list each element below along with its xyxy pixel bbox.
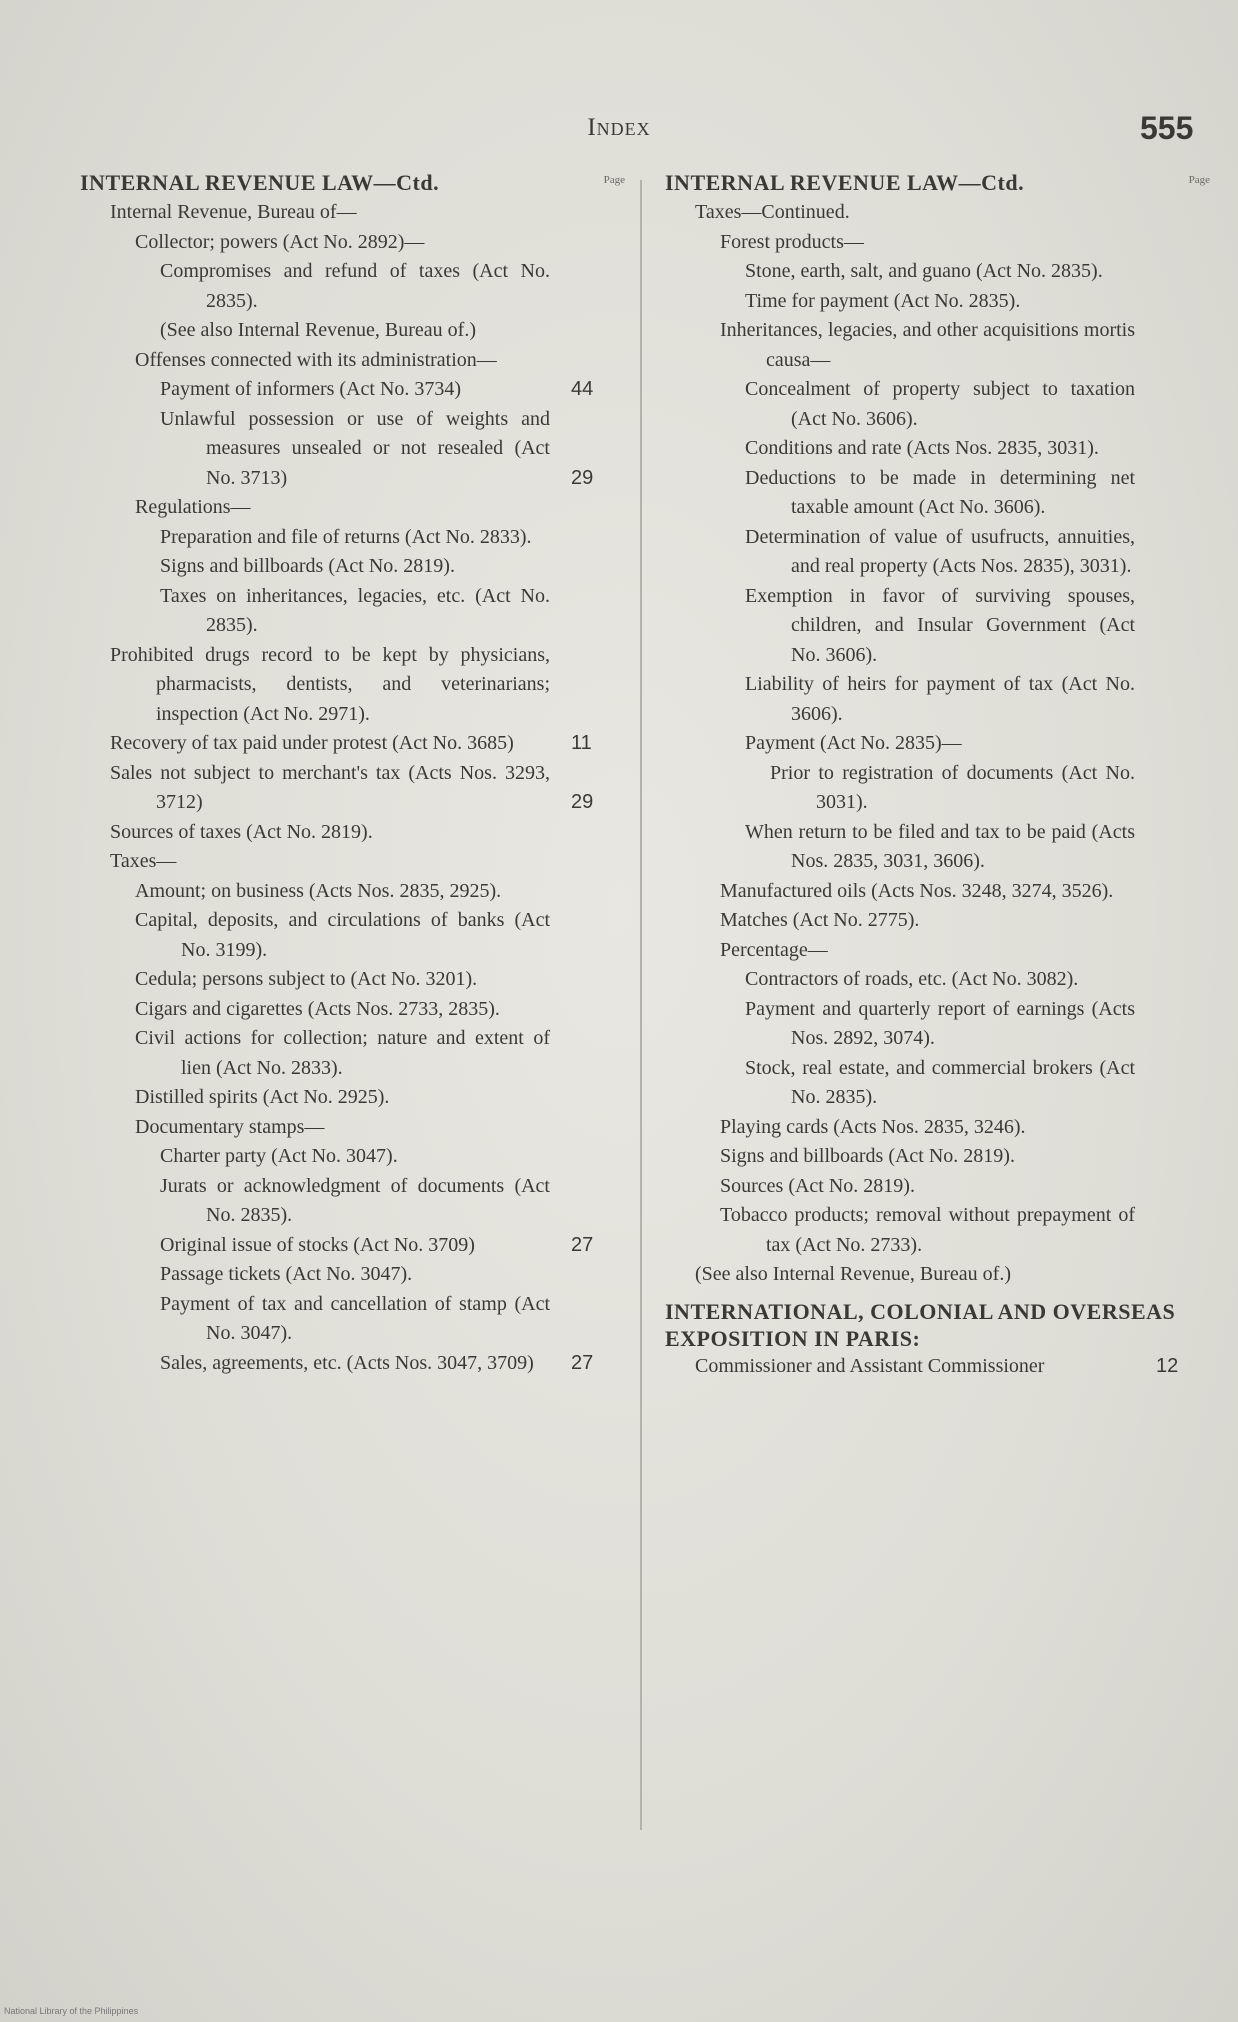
entry-text: Signs and billboards (Act No. 2819). <box>720 1145 1015 1167</box>
right-page-label: Page <box>1188 174 1210 186</box>
entry-text: Charter party (Act No. 3047). <box>160 1145 398 1167</box>
entry-text: Stone, earth, salt, and guano (Act No. 2835). <box>745 260 1103 282</box>
index-entry <box>160 582 625 641</box>
index-entry <box>745 523 1210 582</box>
entry-text: Tobacco products; removal without prepayment of tax (Act No. 2733). <box>720 1204 1135 1256</box>
page-number: 555 <box>1140 110 1194 146</box>
entry-text: Jurats or acknowledgment of documents (Act No. 2835). <box>160 1174 550 1226</box>
index-entry <box>110 818 625 848</box>
entry-text: Manufactured oils (Acts Nos. 3248, 3274, 3526). <box>720 879 1114 902</box>
entry-text: Regulations— <box>135 496 251 518</box>
entry-text: Amount; on business (Acts Nos. 2835, 2925). <box>135 879 502 902</box>
index-entry <box>745 582 1210 671</box>
section-heading: INTERNATIONAL, COLONIAL AND OVERSEAS EXPOSITION IN PARIS: <box>665 1298 1176 1351</box>
entry-text: Commissioner and Assistant Commissioner <box>695 1354 1045 1377</box>
entry-text: Deductions to be made in determining net taxable amount (Act No. 3606). <box>745 466 1135 518</box>
index-entry <box>745 287 1210 317</box>
index-entry: Original issue of stocks (Act No. 3709) 27 <box>160 1233 594 1256</box>
index-entry <box>720 936 1210 966</box>
index-entry <box>745 375 1210 434</box>
entry-text: Matches (Act No. 2775). <box>720 909 920 931</box>
entry-text: Prior to registration of documents (Act No. 3031). <box>770 761 1135 813</box>
right-column-title: INTERNAL REVENUE LAW—Ctd. <box>665 170 1025 195</box>
entry-text: Payment and quarterly report of earnings (Acts Nos. 2892, 3074). <box>745 997 1135 1049</box>
index-entry <box>745 257 1210 287</box>
entry-text: Capital, deposits, and circulations of banks (Act No. 3199). <box>135 909 550 961</box>
entry-text: Inheritances, legacies, and other acquisitions mortis causa— <box>720 319 1135 371</box>
index-entry <box>745 670 1210 729</box>
entry-text: Civil actions for collection; nature and extent of lien (Act No. 2833). <box>135 1027 550 1079</box>
right-entries-2 <box>665 1352 1210 1382</box>
index-entry <box>720 1142 1210 1172</box>
index-entry <box>135 493 625 523</box>
entry-text: Original issue of stocks (Act No. 3709) <box>160 1233 475 1256</box>
entry-text: Contractors of roads, etc. (Act No. 3082). <box>745 968 1079 990</box>
entry-text: Exemption in favor of surviving spouses, children, and Insular Government (Act No. 3606). <box>745 584 1135 666</box>
index-entry <box>745 464 1210 523</box>
entry-text: Collector; powers (Act No. 2892)— <box>135 230 425 253</box>
index-entry <box>160 1172 625 1231</box>
index-entry: Unlawful possession or use of weights and measures unsealed or not resealed (Act No. 3713) 29 <box>160 407 594 489</box>
right-column <box>665 170 1210 1381</box>
index-entry <box>745 965 1210 995</box>
index-entry <box>770 759 1210 818</box>
running-head: Index <box>587 114 651 141</box>
entry-text: Forest products— <box>720 230 864 253</box>
entry-text: Time for payment (Act No. 2835). <box>745 289 1021 312</box>
index-entry <box>110 641 625 730</box>
entry-text: Taxes on inheritances, legacies, etc. (Act No. 2835). <box>160 584 550 636</box>
left-column <box>80 170 625 1378</box>
index-entry <box>745 818 1210 877</box>
entry-text: Recovery of tax paid under protest (Act No. 3685) <box>110 732 514 754</box>
index-entry <box>135 228 625 258</box>
entry-text: Unlawful possession or use of weights and measures unsealed or not resealed (Act No. 3713) <box>160 407 550 489</box>
left-entries <box>80 198 625 1378</box>
index-entry <box>110 198 625 228</box>
entry-text: Taxes—Continued. <box>695 201 850 223</box>
entry-text: Liability of heirs for payment of tax (Act No. 3606). <box>745 673 1135 725</box>
entry-text: Sources of taxes (Act No. 2819). <box>110 820 373 843</box>
index-entry <box>160 552 625 582</box>
entry-text: Determination of value of usufructs, annuities, and real property (Acts Nos. 2835), 3031). <box>745 525 1135 577</box>
index-entry <box>745 729 1210 759</box>
index-entry <box>135 965 625 995</box>
entry-text: Preparation and file of returns (Act No. 2833). <box>160 525 532 548</box>
index-entry <box>695 198 1210 228</box>
entry-text: Payment of informers (Act No. 3734) <box>160 378 462 400</box>
index-entry <box>135 995 625 1025</box>
index-entry <box>135 1024 625 1083</box>
column-divider <box>640 180 642 1830</box>
entry-text: Sales not subject to merchant's tax (Acts Nos. 3293, 3712) <box>110 761 550 813</box>
entry-text: Cigars and cigarettes (Acts Nos. 2733, 2835). <box>135 997 500 1020</box>
entry-text: (See also Internal Revenue, Bureau of.) <box>695 1263 1011 1285</box>
entry-text: Payment of tax and cancellation of stamp (Act No. 3047). <box>160 1292 550 1344</box>
entry-text: Distilled spirits (Act No. 2925). <box>135 1086 390 1108</box>
index-entry <box>135 1113 625 1143</box>
entry-text: Playing cards (Acts Nos. 2835, 3246). <box>720 1115 1026 1138</box>
entry-text: Payment (Act No. 2835)— <box>745 732 962 754</box>
index-entry: Payment of informers (Act No. 3734) 44 <box>160 378 594 400</box>
index-entry <box>720 1113 1210 1143</box>
left-page-label: Page <box>603 174 625 186</box>
index-entry: Sales not subject to merchant's tax (Acts Nos. 3293, 3712) 29 <box>110 761 594 813</box>
index-entry <box>720 906 1210 936</box>
index-entry <box>745 1054 1210 1113</box>
index-entry <box>745 434 1210 464</box>
index-entry <box>160 257 625 316</box>
entry-text: Cedula; persons subject to (Act No. 3201). <box>135 968 478 990</box>
index-entry: Recovery of tax paid under protest (Act No. 3685) 11 <box>110 732 592 754</box>
index-entry <box>135 877 625 907</box>
entry-text: Taxes— <box>110 850 177 872</box>
entry-text: When return to be filed and tax to be paid (Acts Nos. 2835, 3031, 3606). <box>745 820 1135 872</box>
index-entry: Commissioner and Assistant Commissioner 12 <box>695 1354 1179 1377</box>
entry-text: Documentary stamps— <box>135 1115 325 1138</box>
entry-text: Offenses connected with its administration— <box>135 348 497 371</box>
right-entries <box>665 198 1210 1290</box>
entry-text: Concealment of property subject to taxation (Act No. 3606). <box>745 378 1135 430</box>
index-entry <box>160 1260 625 1290</box>
index-entry <box>135 1083 625 1113</box>
entry-text: Conditions and rate (Acts Nos. 2835, 3031). <box>745 437 1099 459</box>
index-entry <box>745 995 1210 1054</box>
footer-note: National Library of the Philippines <box>4 2006 139 2016</box>
entry-text: Passage tickets (Act No. 3047). <box>160 1263 413 1285</box>
index-entry <box>720 877 1210 907</box>
index-entry <box>135 906 625 965</box>
index-entry <box>720 1201 1210 1260</box>
left-column-head <box>80 170 625 198</box>
index-entry <box>720 228 1210 258</box>
index-entry <box>110 847 625 877</box>
index-entry <box>160 316 625 346</box>
entry-text: Prohibited drugs record to be kept by physicians, pharmacists, dentists, and veterinarians; inspection (Act No. 2971). <box>110 643 550 725</box>
entry-text: Compromises and refund of taxes (Act No. 2835). <box>160 260 550 312</box>
index-entry <box>695 1260 1210 1290</box>
entry-text: Internal Revenue, Bureau of— <box>110 201 357 223</box>
entry-text: Signs and billboards (Act No. 2819). <box>160 555 455 577</box>
entry-text: (See also Internal Revenue, Bureau of.) <box>160 319 476 341</box>
entry-text: Sources (Act No. 2819). <box>720 1174 915 1197</box>
left-column-title: INTERNAL REVENUE LAW—Ctd. <box>80 170 440 195</box>
index-entry <box>160 1290 625 1349</box>
entry-text: Percentage— <box>720 938 828 961</box>
index-entry <box>720 316 1210 375</box>
entry-text: Stock, real estate, and commercial brokers (Act No. 2835). <box>745 1056 1135 1108</box>
index-entry <box>160 1142 625 1172</box>
entry-text: Sales, agreements, etc. (Acts Nos. 3047, 3709) <box>160 1351 534 1374</box>
index-entry <box>135 346 625 376</box>
index-entry: Sales, agreements, etc. (Acts Nos. 3047, 3709) 27 <box>160 1351 594 1374</box>
right-column-head <box>665 170 1210 198</box>
index-entry <box>720 1172 1210 1202</box>
index-entry <box>160 523 625 553</box>
